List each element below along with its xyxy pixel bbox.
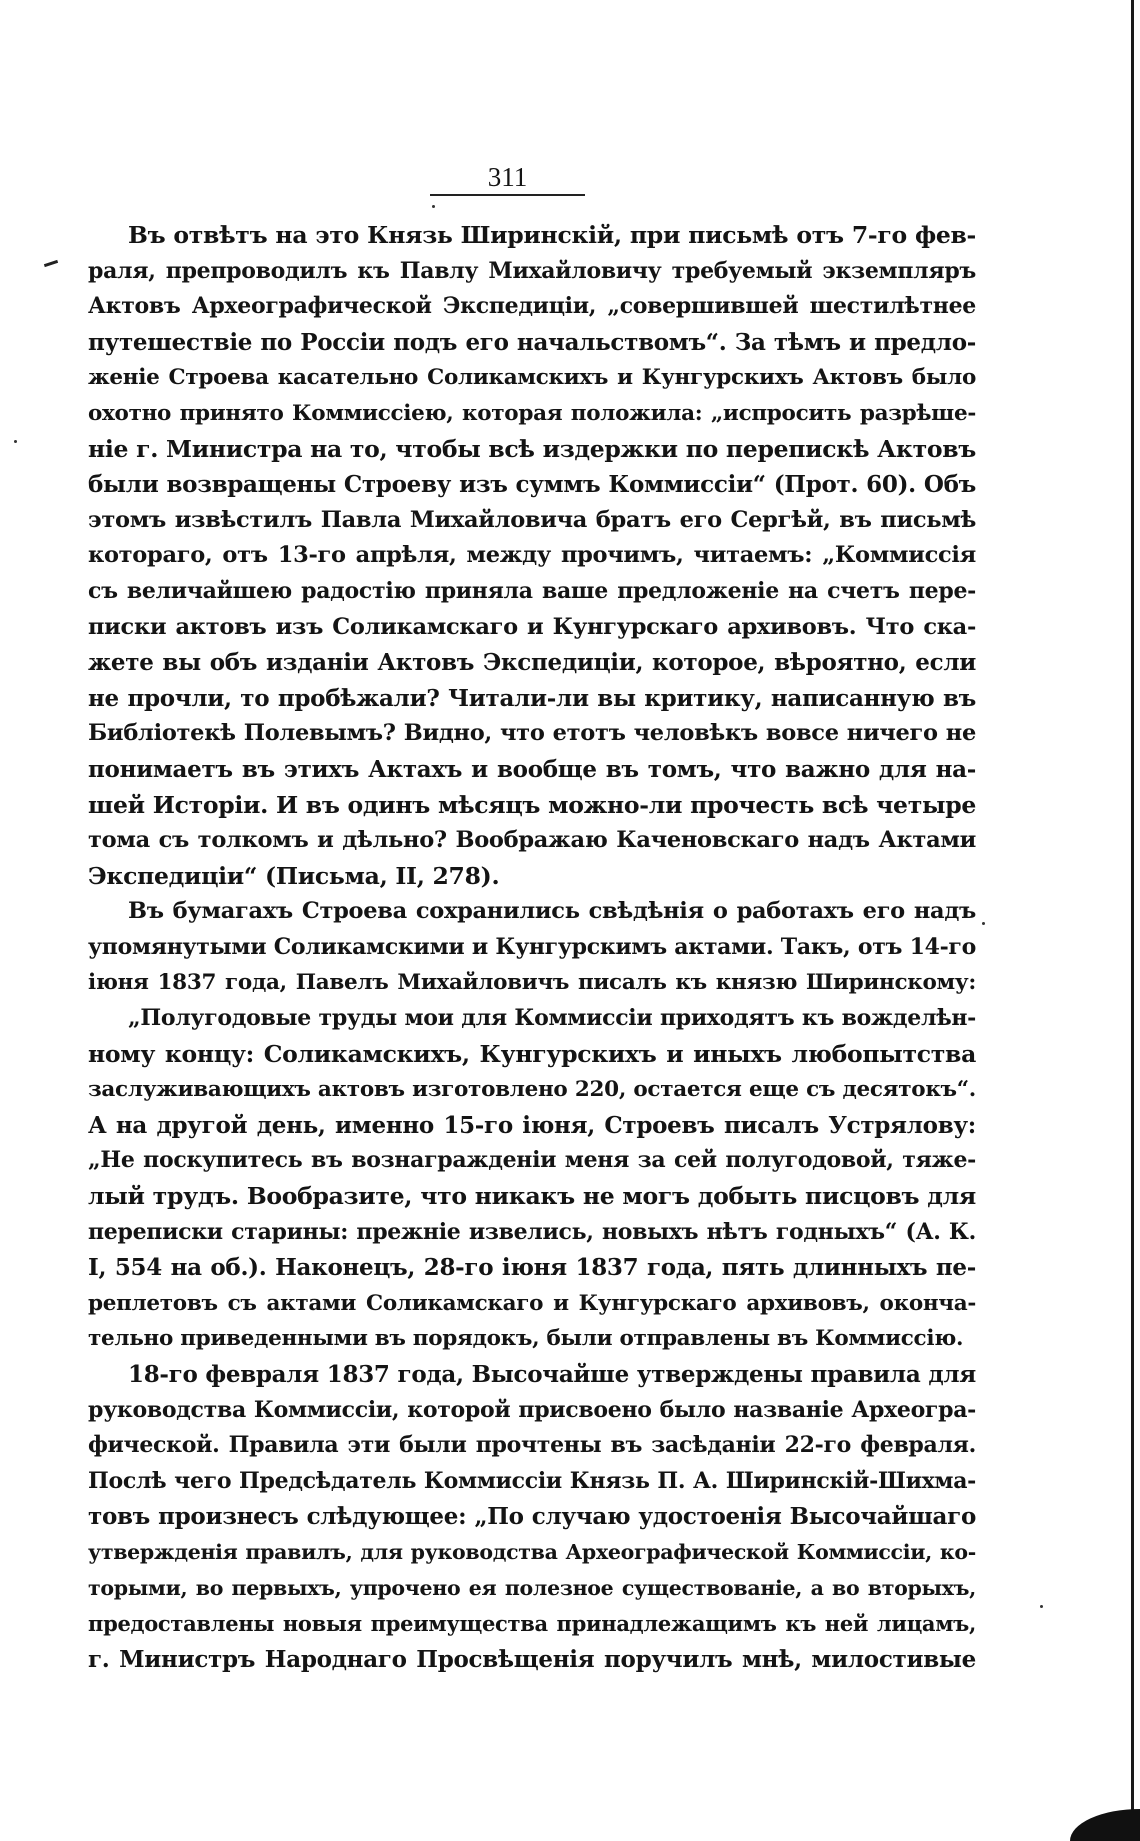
text-line: упомянутыми Соликамскими и Кунгурскимъ актами. Такъ, отъ 14-го: [88, 933, 976, 960]
text-line: I, 554 на об.). Наконецъ, 28-го іюня 1837 года, пять длинныхъ пе-: [88, 1254, 976, 1282]
body-text: [88, 218, 976, 1677]
text-line: женіе Строева касательно Соликамскихъ и Кунгурскихъ Актовъ было: [88, 365, 976, 391]
speck: [432, 205, 435, 208]
text-line: этомъ извѣстилъ Павла Михайловича братъ его Сергѣй, въ письмѣ: [88, 506, 976, 533]
text-line: руководства Коммиссіи, которой присвоено было названіе Археогра-: [88, 1396, 976, 1423]
text-line: путешествіе по Россіи подъ его начальствомъ“. За тѣмъ и предло-: [88, 328, 976, 356]
text-line: іюня 1837 года, Павелъ Михайловичъ писалъ къ князю Ширинскому:: [88, 970, 976, 996]
text-line: Актовъ Археографической Экспедиціи, „совершившей шестилѣтнее: [88, 293, 976, 320]
text-line: предоставлены новыя преимущества принадлежащимъ къ ней лицамъ,: [88, 1611, 976, 1637]
text-line: шей Исторіи. И въ одинъ мѣсяцъ можно-ли прочесть всѣ четыре: [88, 790, 976, 819]
text-line: котораго, отъ 13-го апрѣля, между прочимъ, читаемъ: „Коммиссія: [88, 542, 976, 569]
text-line: были возвращены Строеву изъ суммъ Коммиссіи“ (Прот. 60). Объ: [88, 471, 976, 499]
text-line: тельно приведенными въ порядокъ, были отправлены въ Коммиссію.: [88, 1326, 964, 1352]
text-line: 18-го февраля 1837 года, Высочайше утверждены правила для: [128, 1361, 976, 1388]
speck: [14, 440, 17, 443]
speck: [1040, 1605, 1043, 1608]
text-line: „Полугодовые труды мои для Коммиссіи приходятъ къ вожделѣн-: [128, 1005, 976, 1032]
text-line: тома съ толкомъ и дѣльно? Воображаю Каченовскаго надъ Актами: [88, 827, 976, 854]
text-line: г. Министръ Народнаго Просвѣщенія поручилъ мнѣ, милостивые: [88, 1645, 976, 1673]
text-line: жете вы объ изданіи Актовъ Экспедиціи, которое, вѣроятно, если: [88, 649, 976, 677]
text-line: раля, препроводилъ къ Павлу Михайловичу требуемый экземпляръ: [88, 257, 976, 284]
scan-edge: [1131, 0, 1134, 1841]
margin-mark: [44, 260, 58, 267]
text-line: утвержденія правилъ, для руководства Археографической Коммиссіи, ко-: [88, 1539, 976, 1564]
text-line: понимаетъ въ этихъ Актахъ и вообще въ томъ, что важно для на-: [88, 755, 976, 783]
text-line: охотно принято Коммиссіею, которая положила: „испросить разрѣше-: [88, 400, 976, 426]
text-line: лый трудъ. Вообразите, что никакъ не могъ добыть писцовъ для: [88, 1182, 976, 1211]
text-line: ному концу: Соликамскихъ, Кунгурскихъ и иныхъ любопытства: [88, 1039, 976, 1068]
text-line: заслуживающихъ актовъ изготовлено 220, остается еще съ десятокъ“.: [88, 1077, 976, 1103]
text-line: торыми, во первыхъ, упрочено ея полезное существованіе, а во вторыхъ,: [88, 1575, 976, 1600]
text-line: товъ произнесъ слѣдующее: „По случаю удостоенія Высочайшаго: [88, 1503, 976, 1531]
text-line: А на другой день, именно 15-го іюня, Строевъ писалъ Устрялову:: [88, 1111, 976, 1139]
text-line: Въ бумагахъ Строева сохранились свѣдѣнія о работахъ его надъ: [128, 898, 976, 925]
text-line: не прочли, то пробѣжали? Читали-ли вы критику, написанную въ: [88, 684, 976, 712]
header-rule: [430, 194, 585, 196]
text-line: Послѣ чего Предсѣдатель Коммиссіи Князь П. А. Ширинскій-Шихма-: [88, 1467, 976, 1494]
text-line: съ величайшею радостію приняла ваше предложеніе на счетъ пере-: [88, 577, 976, 604]
text-line: фической. Правила эти были прочтены въ засѣданіи 22-го февраля.: [88, 1432, 976, 1459]
page-number: 311: [487, 162, 528, 192]
text-line: писки актовъ изъ Соликамскаго и Кунгурскаго архивовъ. Что ска-: [88, 613, 976, 640]
text-line: ніе г. Министра на то, чтобы всѣ издержки по перепискѣ Актовъ: [88, 434, 976, 463]
text-line: Экспедиціи“ (Письма, II, 278).: [88, 861, 500, 890]
text-line: реплетовъ съ актами Соликамскаго и Кунгурскаго архивовъ, оконча-: [88, 1290, 976, 1316]
speck: [982, 922, 985, 925]
text-line: „Не поскупитесь въ вознагражденіи меня за сей полугодовой, тяже-: [88, 1147, 976, 1174]
scan-corner-blot: [1070, 1809, 1140, 1841]
text-line: Библіотекѣ Полевымъ? Видно, что етотъ человѣкъ вовсе ничего не: [88, 720, 976, 747]
text-line: Въ отвѣтъ на это Князь Ширинскій, при письмѣ отъ 7-го фев-: [128, 221, 976, 249]
text-line: переписки старины: прежніе извелись, новыхъ нѣтъ годныхъ“ (А. К.: [88, 1218, 976, 1245]
